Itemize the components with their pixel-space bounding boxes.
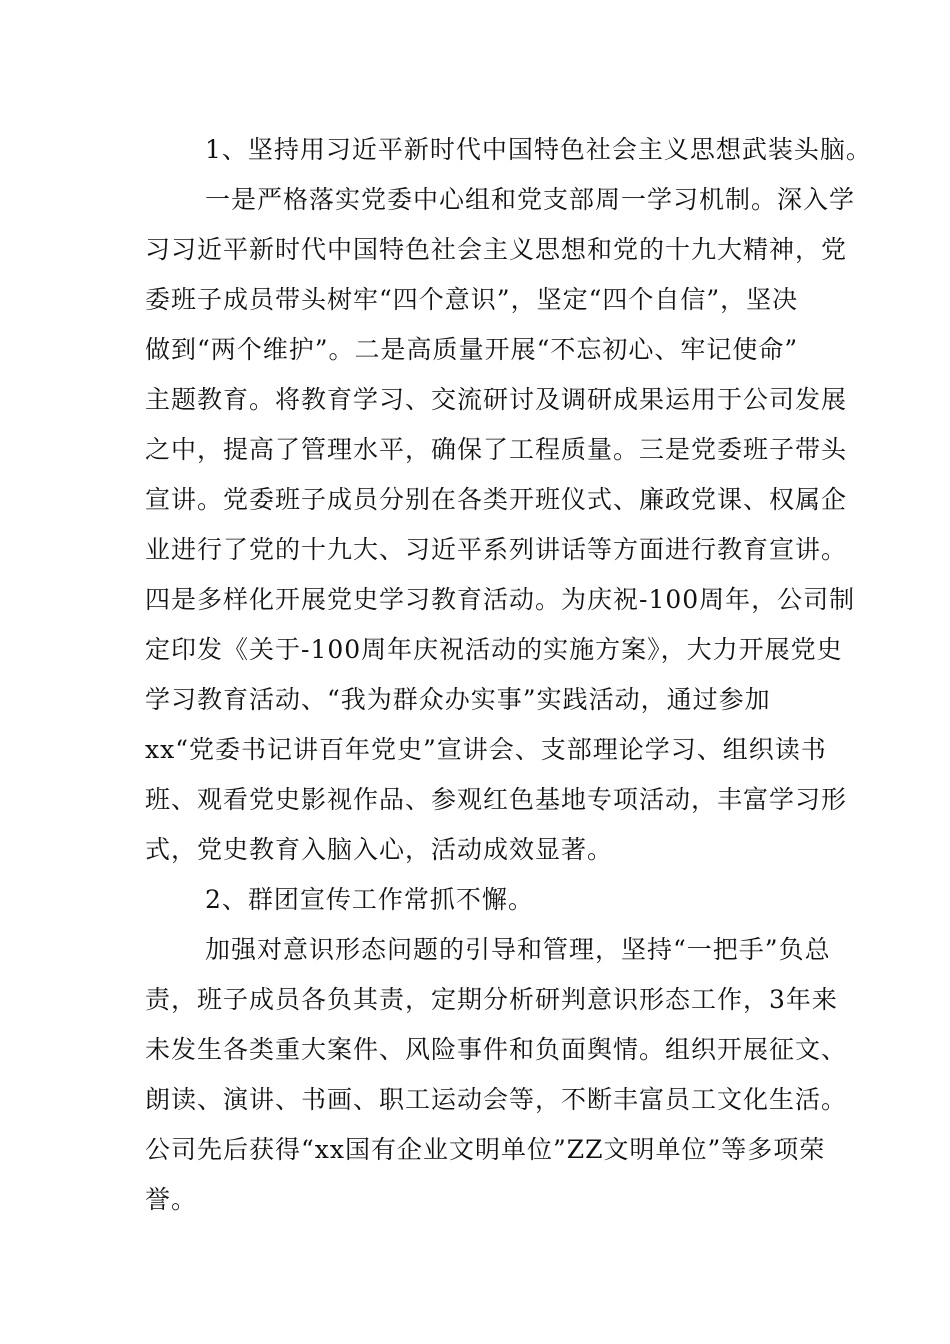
text-line: 四是多样化开展党史学习教育活动。为庆祝-100周年，公司制 — [145, 585, 856, 614]
text-line: 朗读、演讲、书画、职工运动会等，不断丰富员工文化生活。 — [145, 1085, 848, 1114]
text-line: 未发生各类重大案件、风险事件和负面舆情。组织开展征文、 — [145, 1035, 848, 1064]
text-line: 做到“两个维护”。二是高质量开展“不忘初心、牢记使命” — [145, 335, 799, 364]
text-line: 式，党史教育入脑入心，活动成效显著。 — [145, 835, 614, 864]
text-line: 定印发《关于-100周年庆祝活动的实施方案》，大力开展党史 — [145, 635, 843, 664]
text-line: 责，班子成员各负其责，定期分析研判意识形态工作，3年来 — [145, 985, 838, 1014]
text-line: 宣讲。党委班子成员分别在各类开班仪式、廉政党课、权属企 — [145, 485, 848, 514]
text-line: 委班子成员带头树牢“四个意识”，坚定“四个自信”，坚决 — [145, 285, 799, 314]
text-line: 公司先后获得“xx国有企业文明单位”ZZ文明单位”等多项荣 — [145, 1135, 826, 1164]
section-heading-2: 2、群团宣传工作常抓不懈。 — [205, 885, 534, 914]
text-line: 习习近平新时代中国特色社会主义思想和党的十九大精神，党 — [145, 235, 848, 264]
section-heading-1: 1、坚持用习近平新时代中国特色社会主义思想武装头脑。 — [205, 135, 872, 164]
text-line: 誉。 — [145, 1185, 198, 1214]
text-line: 之中，提高了管理水平，确保了工程质量。三是党委班子带头 — [145, 435, 848, 464]
text-line: 加强对意识形态问题的引导和管理，坚持“一把手”负总 — [205, 935, 831, 964]
text-line: xx“党委书记讲百年党史”宣讲会、支部理论学习、组织读书 — [145, 735, 827, 764]
text-line: 一是严格落实党委中心组和党支部周一学习机制。深入学 — [205, 185, 856, 214]
text-line: 班、观看党史影视作品、参观红色基地专项活动，丰富学习形 — [145, 785, 848, 814]
text-line: 业进行了党的十九大、习近平系列讲话等方面进行教育宣讲。 — [145, 535, 848, 564]
text-line: 主题教育。将教育学习、交流研讨及调研成果运用于公司发展 — [145, 385, 848, 414]
text-line: 学习教育活动、“我为群众办实事”实践活动，通过参加 — [145, 685, 771, 714]
